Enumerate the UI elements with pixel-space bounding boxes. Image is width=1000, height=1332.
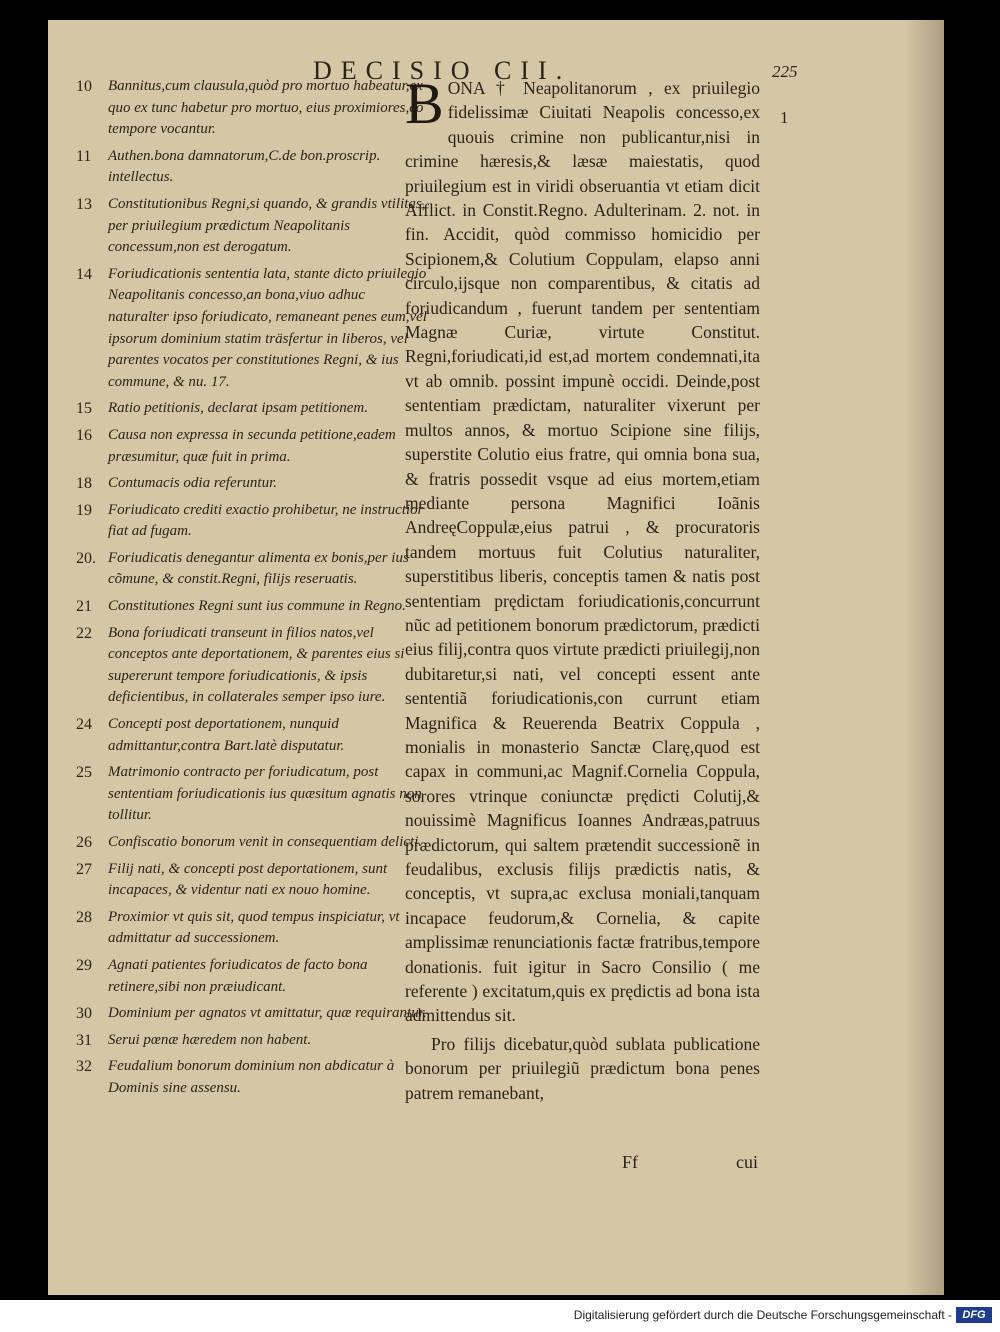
index-entry-text: Ratio petitionis, declarat ipsam petitionem. — [108, 400, 368, 417]
index-entry-text: Serui pœnæ hæredem non habent. — [108, 1031, 312, 1048]
index-entry-number: 27 — [76, 860, 92, 878]
dfg-logo: DFG — [956, 1307, 992, 1323]
index-entry-number: 30 — [76, 1005, 92, 1023]
index-entry-text: Foriudicato crediti exactio prohibetur, ne instructior fiat ad fugam. — [108, 501, 424, 540]
index-entry-text: Concepti post deportationem, nunquid admittantur,contra Bart.latè disputatur. — [108, 716, 345, 754]
page-header-title: DECISIO CII. — [313, 56, 572, 85]
index-entry-number: 21 — [76, 598, 92, 616]
index-entry-number: 10 — [76, 78, 92, 95]
index-entry-number: 29 — [76, 956, 92, 974]
index-entry — [76, 76, 428, 141]
index-entry-number: 18 — [76, 475, 92, 493]
index-entry — [76, 194, 428, 259]
drop-cap: B — [405, 71, 444, 136]
index-entry-text: Agnati patientes foriudicatos de facto bona retinere,sibi non præiudicant. — [108, 956, 368, 995]
index-entry-number: 31 — [76, 1031, 92, 1049]
signature-mark: Ff — [622, 1152, 639, 1172]
index-entry-text: Contumacis odia referuntur. — [108, 475, 278, 492]
index-entry — [76, 1056, 428, 1099]
index-entry-text: Matrimonio contracto per foriudicatum, post sententiam foriudicationis ius quæsitum agnatis non tollitur. — [108, 764, 422, 824]
index-entry — [76, 762, 428, 827]
index-entry — [76, 623, 428, 709]
catchword: cui — [736, 1152, 758, 1172]
index-entry-text: Bannitus,cum clausula,quòd pro mortuo habeatur,ex quo ex tunc habetur pro mortuo, eius proximiores,eo tempore vocantur. — [108, 78, 424, 138]
index-entry — [76, 1030, 428, 1052]
index-entry-number: 13 — [76, 195, 92, 213]
index-entry-text: Dominium per agnatos vt amittatur, quæ requirantur. — [108, 1005, 427, 1022]
index-entry-number: 20. — [76, 549, 96, 567]
body-paragraph-2: Pro filijs dicebatur,quòd sublata publicatione bonorum per priuilegiũ prædictum bona penes patrem remanebant, — [405, 1033, 760, 1103]
summary-index-column — [76, 76, 428, 1105]
index-entry — [76, 398, 428, 420]
index-entry-text: Foriudicationis sententia lata, stante dicto priuilegio Neapolitanis concesso,an bona,viuo adhuc naturalter ipso foriudicato, remaneant penes eum,vel ipsorum dominium statim träsfertur in liberos, vel parentes vocatos per constitutiones Regni, & ius commune, & nu. 17. — [108, 265, 427, 390]
index-entry-number: 15 — [76, 400, 92, 418]
index-entry-text: Authen.bona damnatorum,C.de bon.proscrip. intellectus. — [108, 147, 381, 186]
index-entry-text: Bona foriudicati transeunt in filios natos,vel conceptos ante deportationem, & parentes eius si supererunt tempore foriudicationis, & ipsis deficientibus, in collaterales semper ipso iure. — [108, 624, 405, 706]
index-entry — [76, 548, 428, 591]
index-entry-text: Filij nati, & concepti post deportationem, sunt incapaces, & videntur nati ex nouo homine. — [108, 860, 388, 899]
main-text-column — [405, 71, 760, 1105]
index-entry-text: Constitutionibus Regni,si quando, & grandis vtilitas, per priuilegium prædictum Neapolitanis concessum,non est derogatum. — [108, 195, 426, 256]
index-entry-number: 32 — [76, 1058, 92, 1076]
index-entry-number: 28 — [76, 908, 92, 926]
book-page — [48, 20, 944, 1295]
index-entry-text: Causa non expressa in secunda petitione,eadem præsumitur, quæ fuit in prima. — [108, 426, 396, 465]
margin-number: 1 — [780, 108, 789, 127]
index-entry — [76, 955, 428, 998]
index-entry-number: 19 — [76, 501, 92, 519]
index-entry — [76, 1003, 428, 1025]
index-entry-text: Feudalium bonorum dominium non abdicatur à Dominis sine assensu. — [108, 1058, 395, 1096]
index-entry-text: Foriudicatis denegantur alimenta ex bonis,per ius cõmune, & constit.Regni, filijs reseruatis. — [108, 549, 409, 588]
page-number: 225 — [772, 62, 798, 81]
index-entry — [76, 859, 428, 902]
body-paragraph-1: ONA † Neapolitanorum , ex priuilegio fidelissimæ Ciuitati Neapolis concesso,ex quouis crimine non publicantur,nisi in crimine hæresis,& læsæ maiestatis, quod priuilegium est in viridi obseruantia vt etiam dicit Afflict. in Constit.Regno. Adulterinam. 2. not. in fin. Accidit, quòd commisso homicidio per Scipionem,& Colutium Coppulam, elapso anni circulo,ijsque non comparentibus, & citatis ad foriudicandum , fuerunt tandem per sententiam Magnæ Curiæ, virtute Constitut. Regni,foriudicati,id est,ad mortem condemnati,ita vt ab omnib. possint impunè occidi. Deinde,post sententiam prædictam, naturaliter vixerunt per multos annos, & mortuo Scipione sine filijs, superstite Colutio eius fratre, qui omnia bona sua, & fratris possedit vsque ad eius mortem,etiam mediante persona Magnifici Ioãnis AndreęCoppulæ,eius patrui , & procuratoris tandem mortuus fuit Colutius naturaliter, superstitibus liberis, conceptis tamen & natis post sententiam prędictam foriudicationis,concurrunt nũc ad petitionem bonorum prædictorum, prædicti eius filij,contra quos virtute prædicti priuilegij,non dubitaretur,si nati, vel concepti essent ante sententiã foriudicationis,con currunt etiam Magnifica & Reuerenda Beatrix Coppula , monialis in monasterio Sanctæ Clarę,quod est capax in communi,ac Magnif.Cornelia Coppula, sorores vtrinque coniunctæ prędicti Colutij,& nouissimè Magnificus Ioannes Andræas,patruus prædictorum, qui saltem prætendit successionẽ in feudalibus, exclusis filijs prædictis natis, & conceptis, vt supra,ac exclusa moniali,tanquam incapace feudorum,& Cornelia, & capite amplissimæ renunciationis factæ fratribus,tempore donationis. fuit igitur in Sacro Consilio ( me referente ) excitatum,quis ex prędictis ad bona ista admittendus sit. — [405, 78, 760, 1026]
index-entry — [76, 907, 428, 950]
index-entry-number: 24 — [76, 716, 92, 734]
index-entry-text: Confiscatio bonorum venit in consequentiam delicti. — [108, 834, 423, 850]
footer-bar — [0, 1300, 1000, 1332]
index-entry — [76, 714, 428, 757]
index-entry-number: 16 — [76, 426, 92, 444]
index-entry — [76, 832, 428, 854]
index-entry — [76, 500, 428, 543]
index-entry-number: 14 — [76, 265, 92, 283]
index-entry-text: Constitutiones Regni sunt ius commune in Regno. — [108, 598, 406, 615]
index-entry — [76, 146, 428, 189]
index-entry-number: 25 — [76, 764, 92, 782]
index-entry — [76, 264, 428, 394]
index-entry-number: 22 — [76, 624, 92, 642]
index-entry-text: Proximior vt quis sit, quod tempus inspiciatur, vt admittatur ad successionem. — [108, 908, 400, 947]
index-entry — [76, 425, 428, 468]
index-entry — [76, 596, 428, 618]
index-entry-number: 11 — [76, 147, 92, 165]
page-edge-shadow — [904, 20, 944, 1295]
footer-credit-text: Digitalisierung gefördert durch die Deutsche Forschungsgemeinschaft - — [573, 1308, 952, 1322]
index-entry — [76, 473, 428, 495]
index-entry-number: 26 — [76, 834, 92, 851]
